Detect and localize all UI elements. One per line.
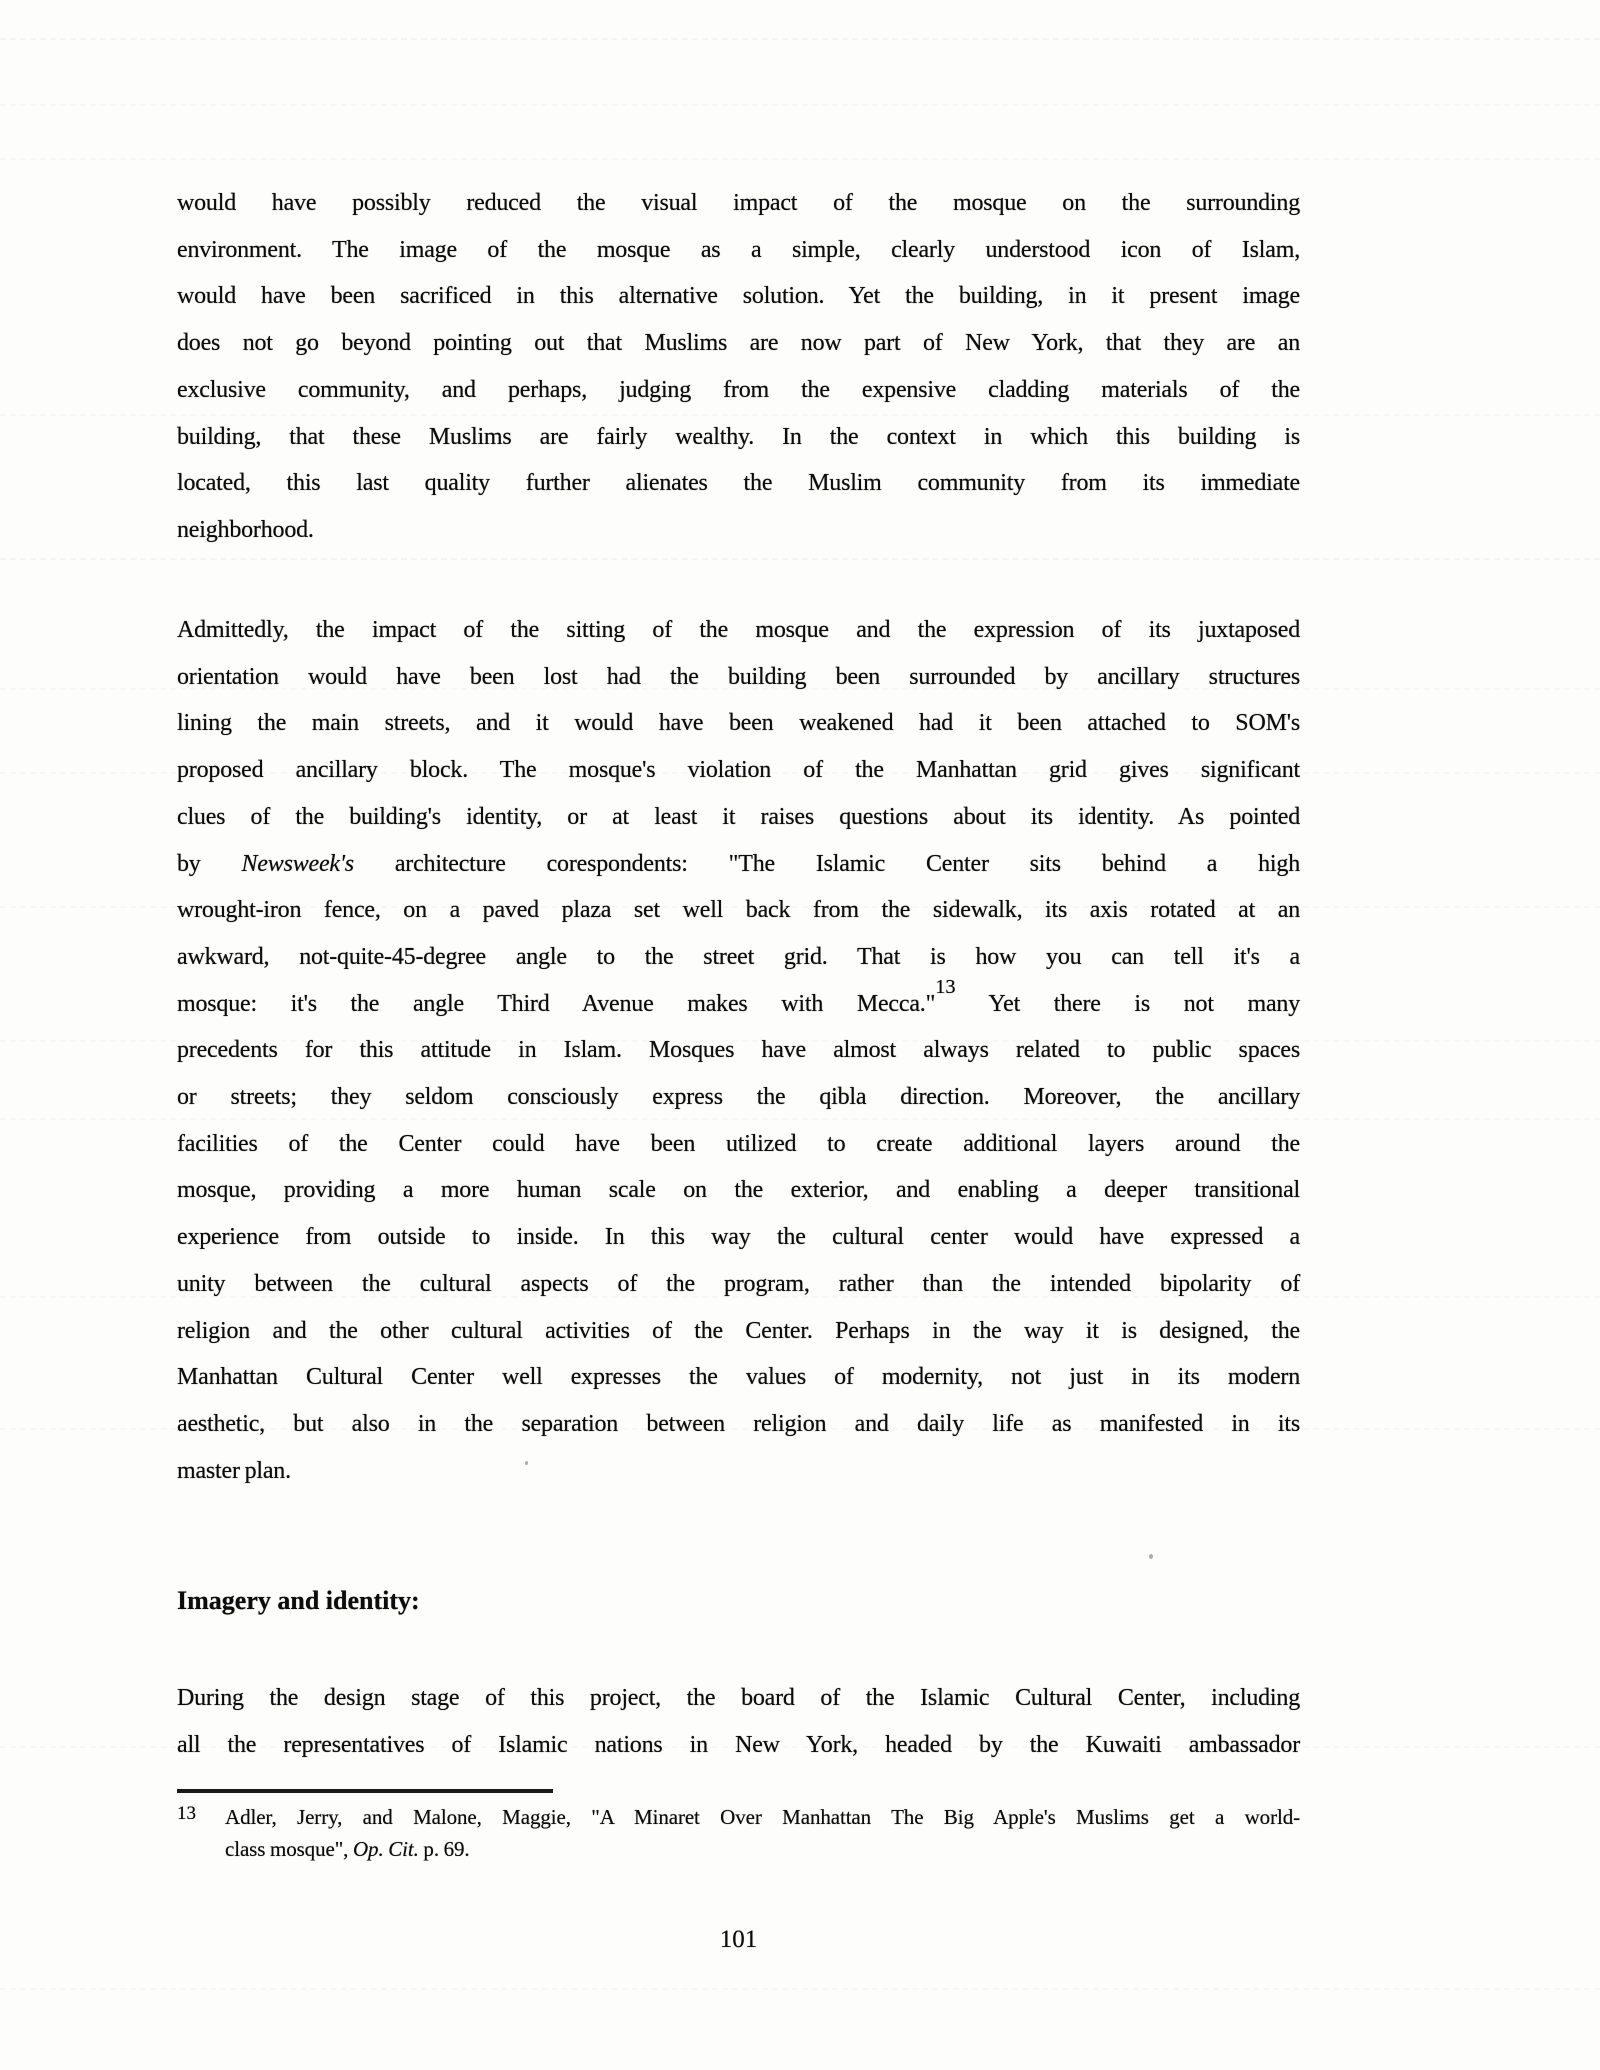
text-line: lining the main streets, and it would have been weakened had it been attached to SOM's — [177, 710, 1300, 737]
text-line: class mosque", Op. Cit. p. 69. — [225, 1836, 470, 1861]
text-line: mosque, providing a more human scale on the exterior, and enabling a deeper transitional — [177, 1177, 1300, 1204]
text-line: mosque: it's the angle Third Avenue makes with Mecca."$^{13}$ Yet there is not many — [177, 976, 1301, 1017]
scan-artifact — [0, 104, 1600, 106]
text-line: wrought-iron fence, on a paved plaza set well back from the sidewalk, its axis rotated at an — [177, 897, 1300, 924]
paragraph-3 — [177, 1675, 1300, 1769]
text-line: or streets; they seldom consciously express the qibla direction. Moreover, the ancillary — [177, 1084, 1300, 1111]
scan-artifact — [0, 38, 1600, 40]
text-line: environment. The image of the mosque as a simple, clearly understood icon of Islam, — [177, 236, 1300, 263]
footnote — [177, 1802, 1300, 1865]
text-line: Admittedly, the impact of the sitting of the mosque and the expression of its juxtaposed — [177, 617, 1300, 643]
scan-artifact — [0, 158, 1600, 160]
text-line: would have possibly reduced the visual impact of the mosque on the surrounding — [177, 190, 1300, 216]
page-number: 101 — [719, 1926, 758, 1953]
text-line: precedents for this attitude in Islam. Mosques have almost always related to public spaces — [177, 1037, 1300, 1064]
text-line: clues of the building's identity, or at least it raises questions about its identity. As pointed — [177, 803, 1300, 830]
text-line: building, that these Muslims are fairly wealthy. In the context in which this building is — [177, 423, 1300, 450]
text-line: Adler, Jerry, and Malone, Maggie, "A Minaret Over Manhattan The Big Apple's Muslims get a world- — [225, 1805, 1300, 1829]
text-line: orientation would have been lost had the building been surrounded by ancillary structures — [177, 663, 1300, 690]
text-line: religion and the other cultural activities of the Center. Perhaps in the way it is designed, the — [177, 1317, 1300, 1344]
section-heading: Imagery and identity: — [177, 1586, 420, 1615]
text-line: During the design stage of this project, the board of the Islamic Cultural Center, including — [177, 1685, 1300, 1711]
text-line: facilities of the Center could have been utilized to create additional layers around the — [177, 1130, 1300, 1157]
footnote-divider — [177, 1789, 553, 1793]
scan-speck — [1149, 1554, 1153, 1559]
text-line: located, this last quality further alienates the Muslim community from its immediate — [177, 470, 1300, 497]
text-line: proposed ancillary block. The mosque's violation of the Manhattan grid gives significant — [177, 757, 1300, 784]
text-line: master plan. — [177, 1457, 291, 1484]
text-line: awkward, not-quite-45-degree angle to the street grid. That is how you can tell it's a — [177, 943, 1300, 970]
text-line: Manhattan Cultural Center well expresses the values of modernity, not just in its modern — [177, 1364, 1300, 1391]
text-line: neighborhood. — [177, 516, 314, 543]
text-line: aesthetic, but also in the separation between religion and daily life as manifested in its — [177, 1410, 1300, 1437]
footnote-text — [225, 1802, 1300, 1865]
paragraph-2 — [177, 607, 1300, 1494]
scan-artifact — [0, 558, 1600, 560]
scan-artifact — [0, 1988, 1600, 1990]
text-line: exclusive community, and perhaps, judging from the expensive cladding materials of the — [177, 376, 1300, 403]
text-line: does not go beyond pointing out that Muslims are now part of New York, that they are an — [177, 330, 1300, 357]
paragraph-1 — [177, 180, 1300, 554]
text-line: would have been sacrificed in this alternative solution. Yet the building, in it present image — [177, 283, 1300, 310]
text-line: experience from outside to inside. In this way the cultural center would have expressed a — [177, 1224, 1300, 1251]
text-line: all the representatives of Islamic nations in New York, headed by the Kuwaiti ambassador — [177, 1732, 1300, 1758]
footnote-marker: 13 — [177, 1803, 196, 1824]
text-line: by Newsweek's architecture corespondents: "The Islamic Center sits behind a high — [177, 850, 1300, 877]
text-line: unity between the cultural aspects of the program, rather than the intended bipolarity of — [177, 1270, 1300, 1297]
